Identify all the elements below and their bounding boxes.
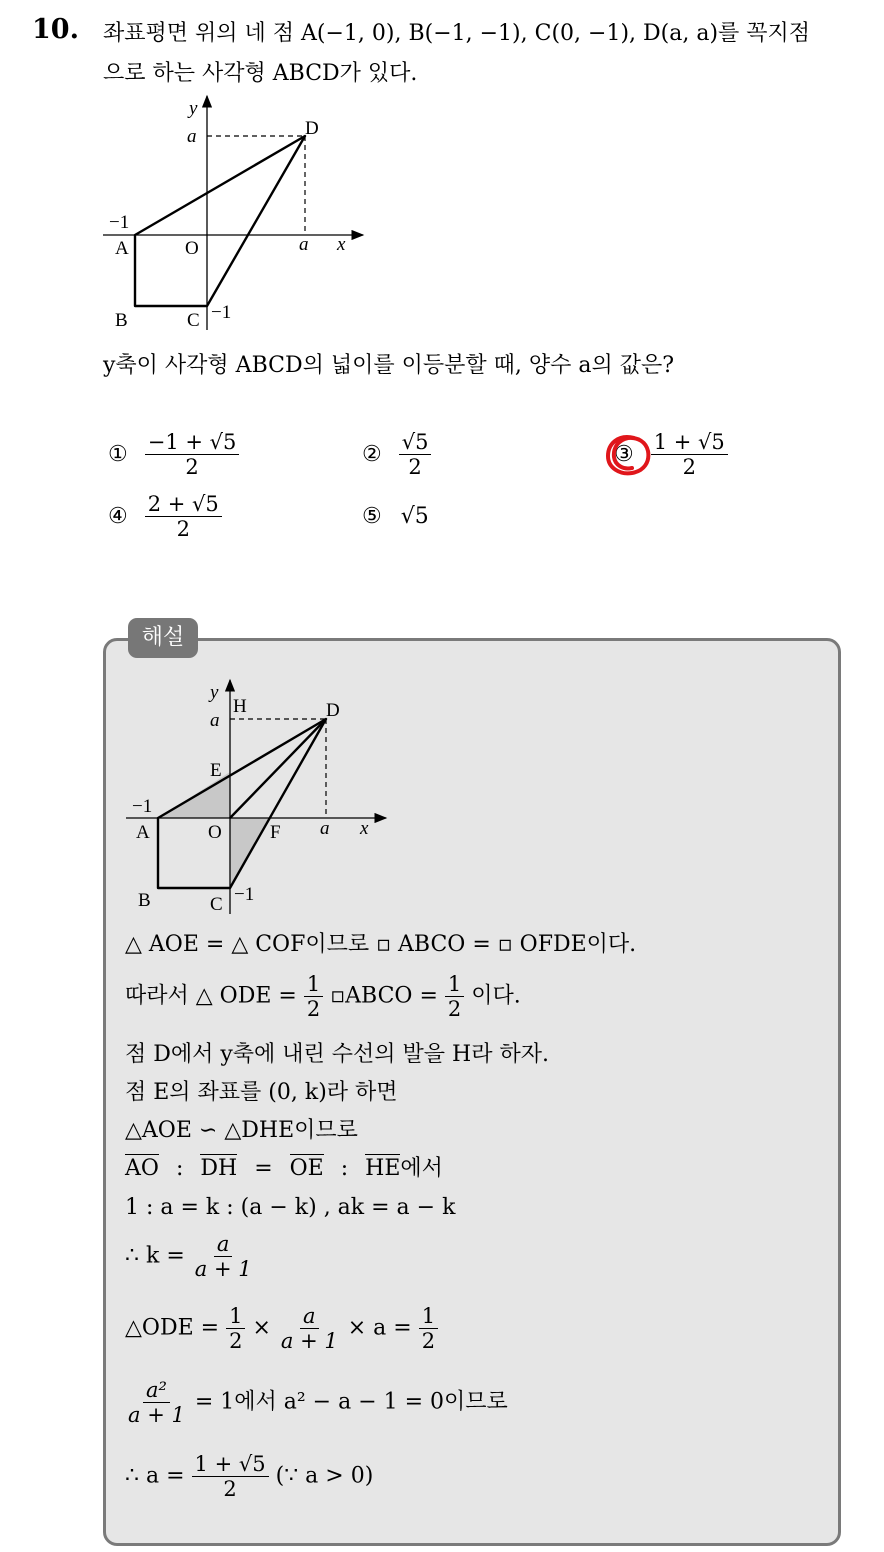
solution-line-4: 점 E의 좌표를 (0, k)라 하면: [125, 1080, 398, 1105]
line10-denominator: a + 1: [128, 1403, 185, 1428]
solution-line-7: 1 : a = k : (a − k) , ak = a − k: [125, 1195, 456, 1220]
y-label: y: [189, 98, 198, 119]
line2-half-2: [445, 972, 464, 1021]
segment-he: HE: [365, 1156, 401, 1181]
line2-half-1-top: 1: [304, 972, 323, 997]
segment-ao: AO: [125, 1156, 159, 1181]
line2-prefix: 따라서 △ ODE =: [125, 983, 297, 1009]
choice-2-fraction: [399, 430, 432, 479]
choice-2-number: ②: [362, 441, 382, 467]
minus1-bottom-label: −1: [211, 302, 232, 323]
line2-middle: ▫ABCO =: [330, 983, 438, 1009]
choice-3-fraction: [651, 430, 728, 479]
solution-line-1: △ AOE = △ COF이므로 ▫ ABCO = ▫ OFDE이다.: [125, 932, 637, 957]
line9-fraction-3: [419, 1304, 438, 1353]
origin-label: O: [185, 238, 199, 259]
line6-suffix: 에서: [400, 1156, 443, 1181]
line2-half-1: [304, 972, 323, 1021]
line9-f1-top: 1: [226, 1304, 245, 1329]
choice-4-fraction: [145, 492, 222, 541]
line9-f2-bottom: a + 1: [280, 1329, 338, 1354]
a-point-label: A: [115, 238, 129, 259]
line9-f3-bottom: 2: [421, 1329, 436, 1354]
choice-1-denominator: 2: [185, 455, 199, 480]
c-point-label-2: C: [210, 894, 223, 915]
y-label-2: y: [210, 682, 219, 703]
f-label: F: [270, 822, 281, 843]
choice-1-numerator: −1 + √5: [145, 430, 240, 455]
choice-1[interactable]: [108, 430, 239, 479]
line9-times-2: × a =: [347, 1315, 412, 1341]
line8-numerator: a: [214, 1232, 233, 1257]
solution-line-6: [125, 1156, 443, 1182]
line2-half-2-bottom: 2: [447, 997, 462, 1022]
choice-2-numerator: √5: [399, 430, 432, 455]
question-line-1: 좌표평면 위의 네 점 A(−1, 0), B(−1, −1), C(0, −1), D(a, a)를 꼭지점: [103, 21, 811, 46]
line2-suffix: 이다.: [471, 983, 521, 1009]
question-line-2: 으로 하는 사각형 ABCD가 있다.: [103, 61, 418, 86]
choice-4[interactable]: [108, 492, 222, 541]
b-point-label: B: [115, 310, 128, 331]
minus1-bottom-label-2: −1: [234, 884, 255, 905]
choice-4-number: ④: [108, 503, 128, 529]
d-label-2: D: [326, 700, 340, 721]
line8-fraction: [192, 1232, 255, 1281]
x-label: x: [337, 234, 346, 255]
choice-4-numerator: 2 + √5: [145, 492, 222, 517]
line11-prefix: ∴ a =: [125, 1463, 185, 1489]
choice-3-numerator: 1 + √5: [651, 430, 728, 455]
solution-figure: [118, 672, 408, 922]
line11-denominator: 2: [223, 1477, 237, 1502]
solution-line-3: 점 D에서 y축에 내린 수선의 발을 H라 하자.: [125, 1042, 549, 1067]
choice-3-denominator: 2: [682, 455, 696, 480]
line2-half-2-top: 1: [445, 972, 464, 997]
solution-line-11: [125, 1452, 373, 1501]
a-point-label-2: A: [136, 822, 150, 843]
segment-oe: OE: [289, 1156, 324, 1181]
solution-line-10: [125, 1378, 508, 1427]
line8-prefix: ∴ k =: [125, 1243, 185, 1269]
choice-5-number: ⑤: [362, 504, 382, 529]
line11-fraction: [192, 1452, 269, 1501]
question-number: 10.: [32, 14, 79, 45]
solution-line-5: △AOE ∽ △DHE이므로: [125, 1118, 358, 1143]
choice-1-fraction: [145, 430, 240, 479]
origin-label-2: O: [208, 822, 222, 843]
solution-tab: 해설: [128, 618, 198, 658]
d-label: D: [305, 118, 319, 139]
line11-numerator: 1 + √5: [192, 1452, 269, 1477]
minus1-left-label-2: −1: [132, 796, 153, 817]
choice-1-number: ①: [108, 441, 128, 467]
line9-f1-bottom: 2: [229, 1329, 243, 1354]
line10-suffix: = 1에서 a² − a − 1 = 0이므로: [194, 1389, 508, 1415]
line9-fraction-2: [278, 1304, 341, 1353]
line9-prefix: △ODE =: [125, 1315, 220, 1341]
answer-circle-mark: [604, 432, 652, 478]
ratio-equals: =: [254, 1156, 273, 1181]
solution-line-8: [125, 1232, 255, 1281]
line9-fraction-1: [226, 1304, 245, 1353]
e-label: E: [210, 760, 222, 781]
minus1-left-label: −1: [109, 212, 130, 233]
line9-f3-top: 1: [419, 1304, 438, 1329]
line8-denominator: a + 1: [194, 1257, 252, 1282]
a-top-label-2: a: [210, 710, 220, 731]
choice-2-denominator: 2: [408, 455, 422, 480]
choice-4-denominator: 2: [176, 517, 190, 542]
h-label: H: [233, 696, 247, 717]
question-prompt: y축이 사각형 ABCD의 넓이를 이등분할 때, 양수 a의 값은?: [103, 353, 675, 378]
choice-3-number: ③: [614, 441, 634, 467]
a-top-label: a: [187, 126, 197, 147]
line11-suffix: (∵ a > 0): [275, 1463, 374, 1489]
line9-f2-top: a: [300, 1304, 319, 1329]
b-point-label-2: B: [138, 890, 151, 911]
x-label-2: x: [360, 818, 369, 839]
line10-numerator: a²: [143, 1378, 170, 1403]
ratio-colon-2: :: [340, 1156, 349, 1181]
choice-5[interactable]: [362, 504, 429, 529]
quadrilateral-figure: [95, 88, 385, 338]
a-axis-label-2: a: [320, 818, 330, 839]
line9-times-1: ×: [252, 1315, 271, 1341]
solution-line-2: [125, 972, 521, 1021]
a-axis-label: a: [299, 234, 309, 255]
choice-5-value: √5: [400, 504, 429, 529]
line2-half-1-bottom: 2: [306, 997, 321, 1022]
quadrilateral-abcd: [135, 136, 305, 306]
segment-dh: DH: [200, 1156, 238, 1181]
choice-2[interactable]: [362, 430, 431, 479]
c-point-label: C: [187, 310, 200, 331]
ratio-colon-1: :: [175, 1156, 184, 1181]
solution-line-9: [125, 1304, 438, 1353]
line10-fraction: [125, 1378, 188, 1427]
